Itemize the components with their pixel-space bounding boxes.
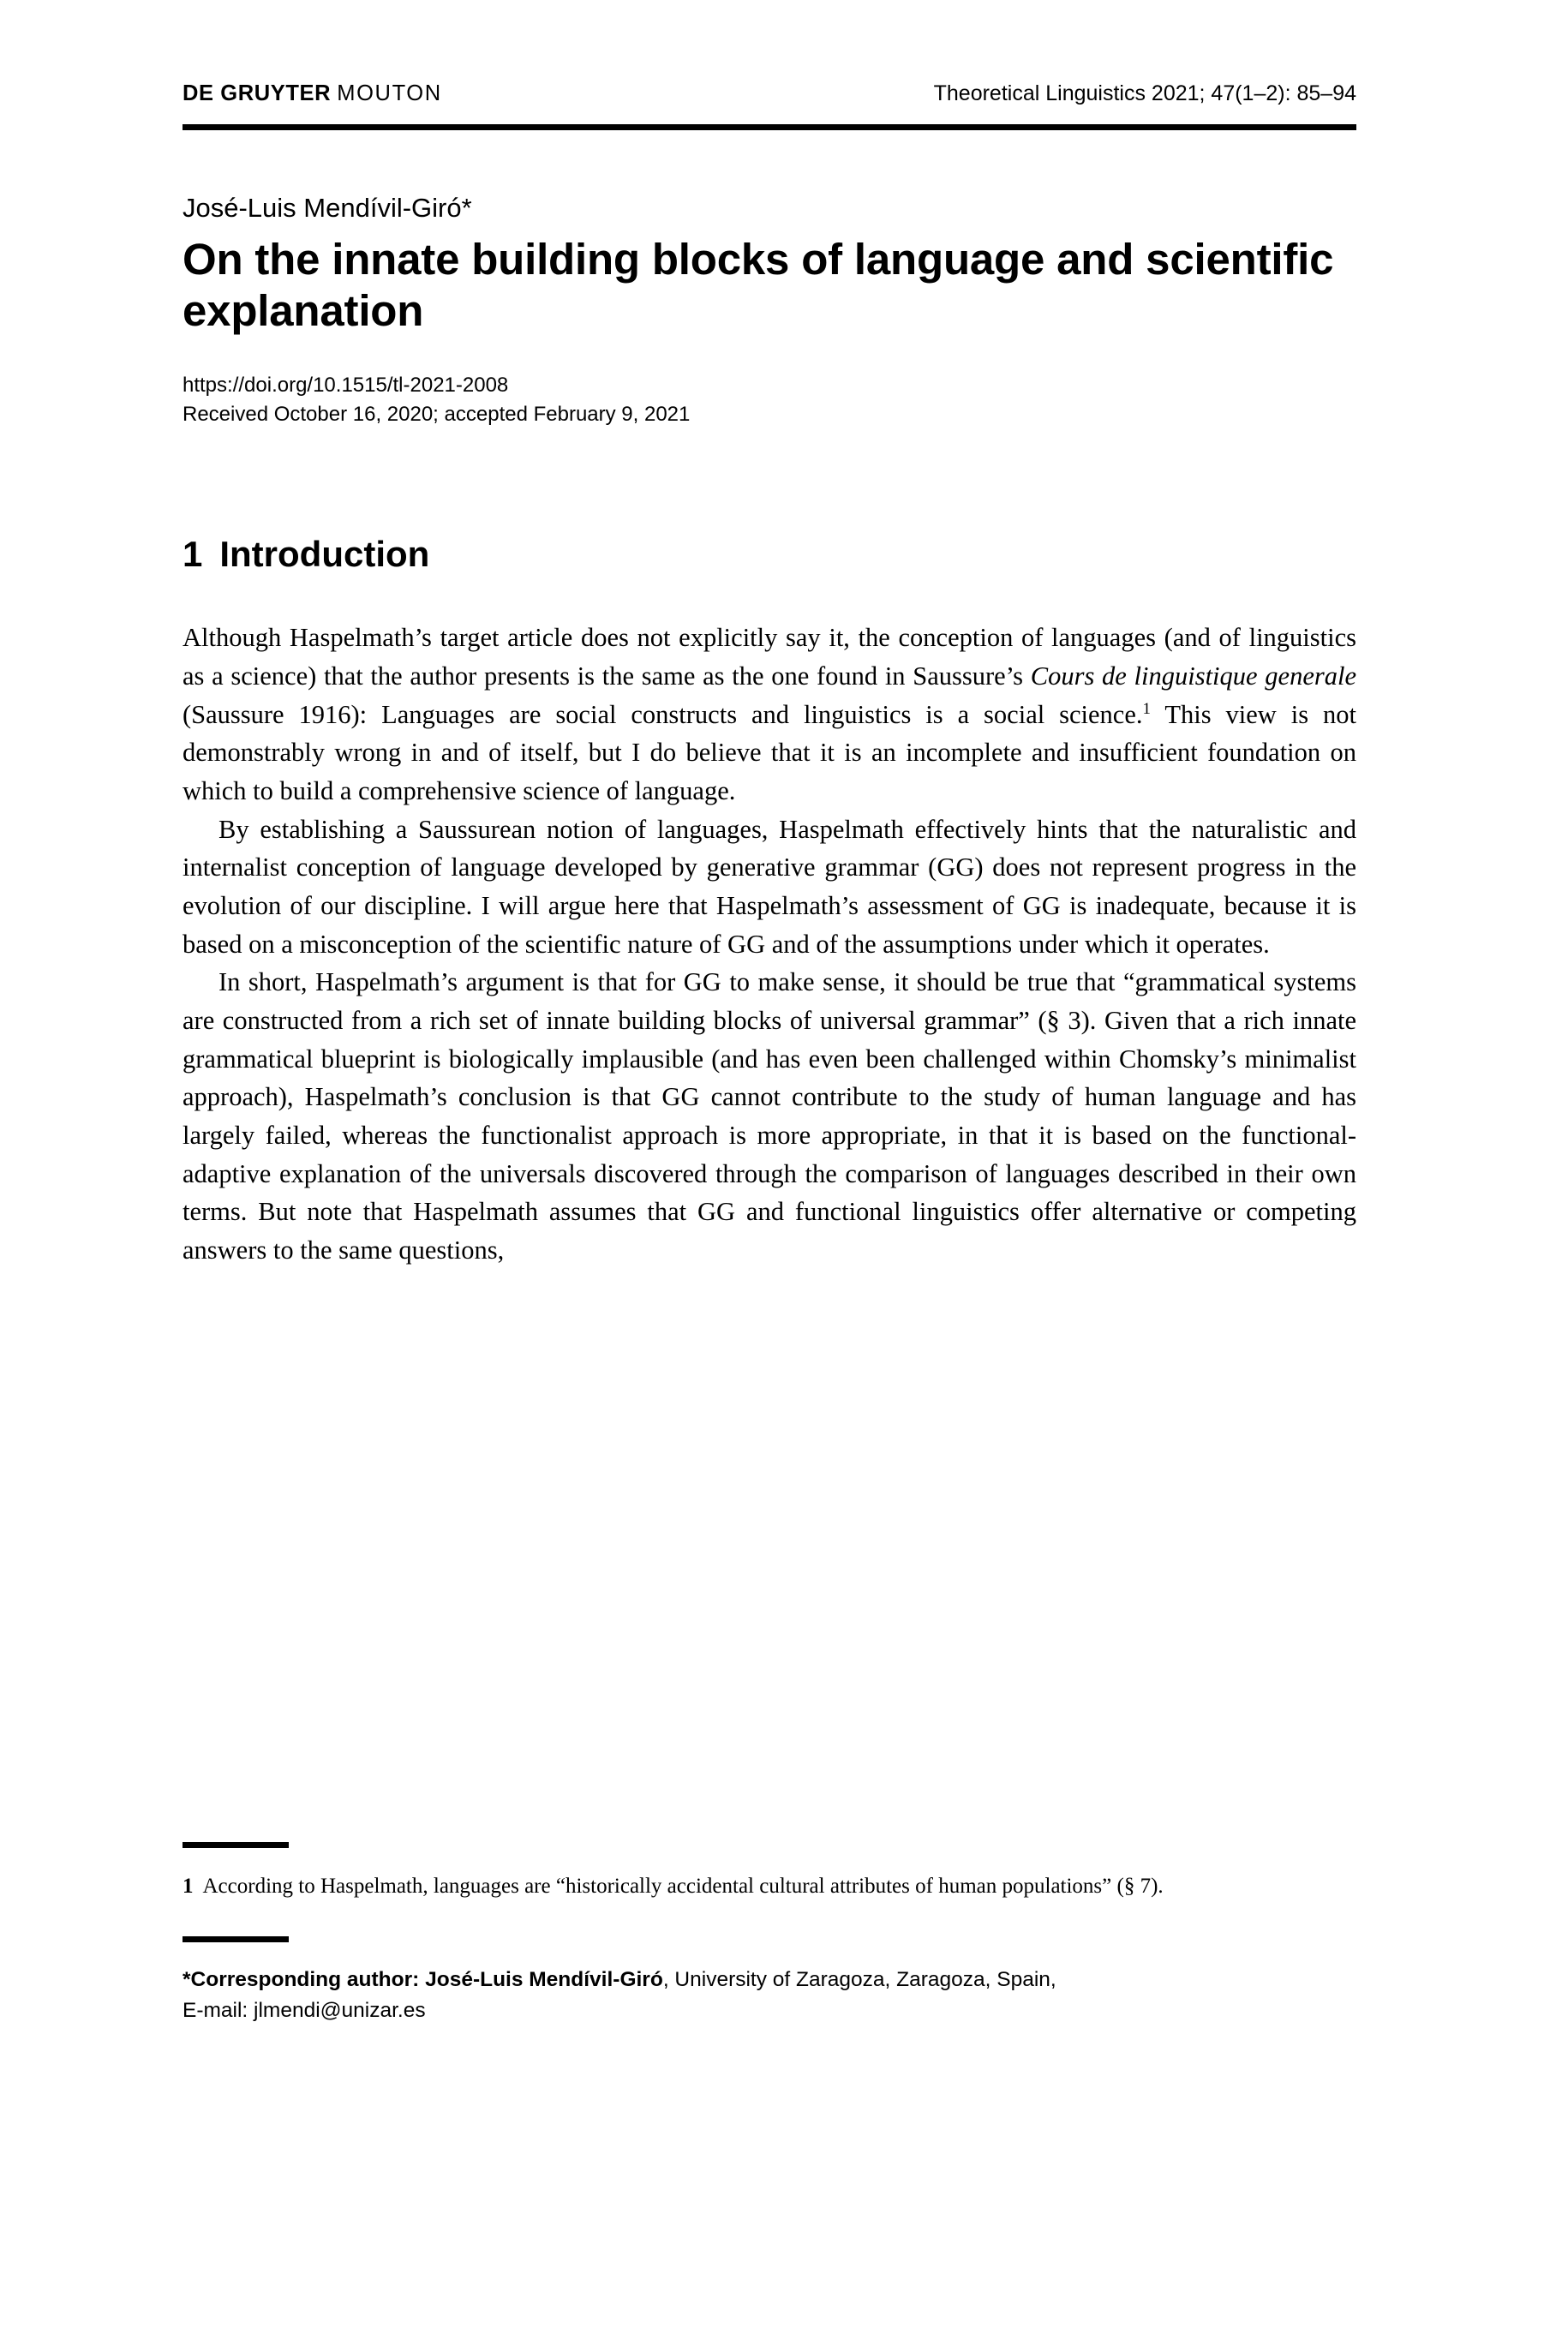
paragraph-1: [183, 619, 1356, 810]
running-header: [183, 0, 1356, 105]
footnote-number: 1: [183, 1875, 194, 1898]
publisher-name-bold: DE GRUYTER: [183, 81, 332, 105]
publication-metadata: [183, 371, 1356, 429]
work-title-italic: Cours de linguistique generale: [1030, 661, 1356, 691]
corresponding-author-affiliation: , University of Zaragoza, Zaragoza, Spain,: [662, 1968, 1056, 1991]
corresponding-author-line: [183, 1965, 1356, 1995]
section-title: Introduction: [219, 534, 430, 575]
paragraph-2: By establishing a Saussurean notion of languages, Haspelmath effectively hints that the naturalistic and internalist conception of language developed by generative grammar (GG) does not represent progress in the evolution of our discipline. I will argue here that Haspelmath’s assessment of GG is inadequate, because it is based on a misconception of the scientific nature of GG and of the assumptions under which it operates.: [183, 814, 1356, 959]
corresponding-author-block: [183, 1936, 1356, 2026]
received-accepted-dates: Received October 16, 2020; accepted February 9, 2021: [183, 403, 691, 427]
corresponding-author-email[interactable]: E-mail: jlmendi@unizar.es: [183, 1999, 426, 2022]
footnote-1: [183, 1871, 1356, 1902]
paragraph-3: In short, Haspelmath’s argument is that for GG to make sense, it should be true that “grammatical systems are constructed from a rich set of innate building blocks of universal grammar” (§ 3). Given that a rich innate grammatical blueprint is biologically implausible (and has even been challenged within Chomsky’s minimalist approach), Haspelmath’s conclusion is that GG cannot contribute to the study of human language and has largely failed, whereas the functionalist approach is more appropriate, in that it is based on the functional-adaptive explanation of the universals discovered through the comparison of languages described in their own terms. But note that Haspelmath assumes that GG and functional linguistics offer alternative or competing answers to the same questions,: [183, 967, 1356, 1265]
paragraph-1-part-b: (Saussure 1916): Languages are social constructs and linguistics is a social science.: [183, 699, 1143, 729]
section-heading-introduction: [183, 535, 1356, 574]
paragraph-1-part-c: This view is not demonstrably wrong in and of itself, but I do believe that it is an incomplete and insufficient foundation on which to build a comprehensive science of language.: [183, 699, 1356, 806]
corresponding-author-label: *Corresponding author: José-Luis Mendívil-Giró: [183, 1968, 663, 1991]
paragraph-1-part-a: Although Haspelmath’s target article does not explicitly say it, the conception of languages (and of linguistics as a science) that the author presents is the same as the one found in Saussure’s: [183, 623, 1356, 691]
page-title: On the innate building blocks of language and scientific explanation: [183, 234, 1334, 335]
author-byline: José-Luis Mendívil-Giró*: [183, 192, 472, 223]
journal-reference: Theoretical Linguistics 2021; 47(1–2): 85–94: [933, 81, 1356, 105]
footnote-divider: [183, 1842, 289, 1848]
footnote-area: [183, 1842, 1356, 2026]
page-content: [183, 0, 1356, 1270]
publisher-imprint: MOUTON: [337, 81, 442, 105]
footnote-reference-1[interactable]: 1: [1142, 699, 1151, 718]
footnote-body: According to Haspelmath, languages are “historically accidental cultural attributes of human populations” (§ 7).: [202, 1875, 1164, 1898]
publisher-logo: [183, 83, 442, 105]
section-number: 1: [183, 534, 203, 575]
body-text: [183, 619, 1356, 1269]
corresponding-author-divider: [183, 1936, 289, 1942]
doi-link[interactable]: https://doi.org/10.1515/tl-2021-2008: [183, 374, 509, 398]
header-divider: [183, 124, 1356, 130]
